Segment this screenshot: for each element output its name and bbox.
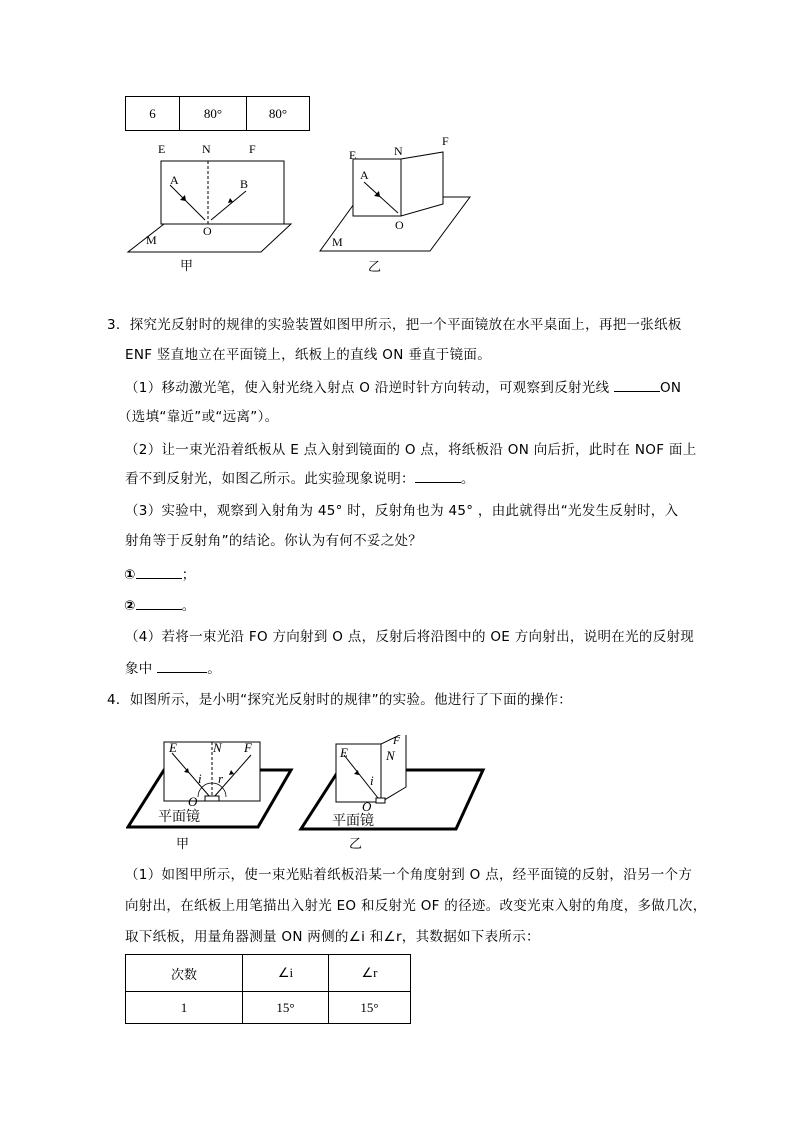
answer-end: 。 — [181, 598, 196, 614]
circled-number: ① — [124, 567, 136, 583]
figure-caption: 甲 — [180, 258, 194, 273]
q3-part4-text: 象中 — [125, 661, 153, 677]
q3-part2-text: 看不到反射光，如图乙所示。此实验现象说明： — [125, 471, 415, 487]
label-a: A — [360, 168, 369, 182]
folded-board — [401, 152, 443, 216]
table-row — [126, 992, 411, 1024]
q3-part1-text: （1）移动激光笔，使入射光绕入射点 O 沿逆时针方向转动，可观察到反射光线 — [125, 380, 610, 396]
label-o: O — [395, 218, 404, 232]
figure-caption: 乙 — [349, 836, 363, 851]
figure-caption: 乙 — [368, 259, 382, 274]
label-i: i — [198, 771, 202, 786]
label-e: E — [169, 740, 177, 755]
label-o: O — [188, 794, 198, 809]
label-f: F — [249, 142, 256, 156]
label-f: F — [393, 735, 400, 747]
data-table-top — [125, 96, 310, 131]
q3-part1-line2: （选填“靠近”或“远离”）。 — [118, 409, 279, 425]
q3-stem-line1: 3．探究光反射时的规律的实验装置如图甲所示，把一个平面镜放在水平桌面上，再把一张纸板 — [107, 317, 682, 333]
q3-part2-end: 。 — [460, 471, 475, 487]
table-cell: 15° — [243, 992, 329, 1024]
figure-left — [128, 142, 291, 273]
figure-right — [301, 735, 483, 851]
label-e: E — [349, 148, 357, 162]
answer-blank[interactable] — [415, 468, 461, 483]
label-e: E — [158, 142, 166, 156]
data-table-bottom — [125, 954, 411, 1024]
q3-part4-line2: 象中 。 — [125, 658, 221, 679]
table-cell: 1 — [126, 992, 243, 1024]
label-n: N — [202, 142, 211, 156]
q4-part1-line1: （1）如图甲所示，使一束光贴着纸板沿某一个角度射到 O 点，经平面镜的反射，沿另一个方 — [125, 867, 693, 883]
table-header-row — [126, 955, 411, 992]
table-cell: 80° — [247, 97, 310, 131]
q4-part1-line3: 取下纸板，用量角器测量 ON 两侧的∠i 和∠r，其数据如下表所示： — [125, 929, 540, 945]
answer-blank[interactable] — [136, 564, 182, 579]
table-cell: 6 — [126, 97, 180, 131]
label-e: E — [340, 745, 348, 760]
answer-end: ； — [181, 567, 196, 583]
label-m: M — [332, 235, 343, 249]
figure-right — [320, 134, 470, 274]
q4-stem: 4．如图所示，是小明“探究光反射时的规律”的实验。他进行了下面的操作： — [107, 692, 573, 708]
label-a: A — [170, 173, 179, 187]
paper-board — [161, 161, 284, 224]
q4-part1-line2: 向射出，在纸板上用笔描出入射光 EO 和反射光 OF 的径迹。改变光束入射的角度，多做几次， — [125, 898, 707, 914]
q3-part3-line2: 射角等于反射角”的结论。你认为有何不妥之处？ — [125, 533, 423, 549]
table-cell: 80° — [180, 97, 247, 131]
reflection-apparatus-figure — [118, 134, 478, 280]
q3-answer-2 — [124, 595, 196, 616]
label-b: B — [240, 177, 249, 191]
q3-answer-1 — [124, 564, 196, 585]
answer-blank[interactable] — [614, 377, 660, 392]
label-o: O — [362, 799, 372, 814]
q3-part2-line2 — [125, 468, 475, 489]
label-f: F — [244, 740, 252, 755]
label-m: M — [146, 233, 157, 247]
label-n: N — [386, 748, 395, 763]
table-header: 次数 — [126, 955, 243, 992]
label-i: i — [370, 773, 374, 788]
figure-caption: 甲 — [176, 836, 190, 851]
answer-blank[interactable] — [136, 595, 182, 610]
laser-base — [376, 798, 385, 803]
table-header: ∠r — [329, 955, 411, 992]
q3-part1-line1 — [125, 377, 681, 398]
circled-number: ② — [124, 598, 136, 614]
table-header: ∠i — [243, 955, 329, 992]
table-row — [126, 97, 310, 131]
label-f: F — [442, 134, 449, 148]
q3-part3-line1: （3）实验中，观察到入射角为 45° 时，反射角也为 45° ，由此就得出“光发生反射时，入 — [125, 503, 679, 519]
figure-left — [128, 740, 291, 851]
laser-base — [205, 796, 219, 801]
label-o: O — [203, 224, 212, 238]
mirror-label: 平面镜 — [158, 810, 200, 825]
q3-part1-end: ON — [660, 380, 682, 396]
label-r: r — [218, 771, 224, 786]
label-n: N — [394, 144, 403, 158]
mirror-label: 平面镜 — [332, 814, 374, 829]
q3-stem-line2: ENF 竖直地立在平面镜上，纸板上的直线 ON 垂直于镜面。 — [125, 347, 491, 363]
q3-part4-line1: （4）若将一束光沿 FO 方向射到 O 点，反射后将沿图中的 OE 方向射出，说明在光的反射现 — [125, 629, 695, 645]
table-cell: 15° — [329, 992, 411, 1024]
q3-part2-line1: （2）让一束光沿着纸板从 E 点入射到镜面的 O 点，将纸板沿 ON 向后折，此时在 NOF 面上 — [125, 442, 697, 458]
label-n: N — [213, 740, 222, 755]
reflection-experiment-figure — [126, 735, 486, 853]
answer-blank[interactable] — [157, 658, 207, 673]
